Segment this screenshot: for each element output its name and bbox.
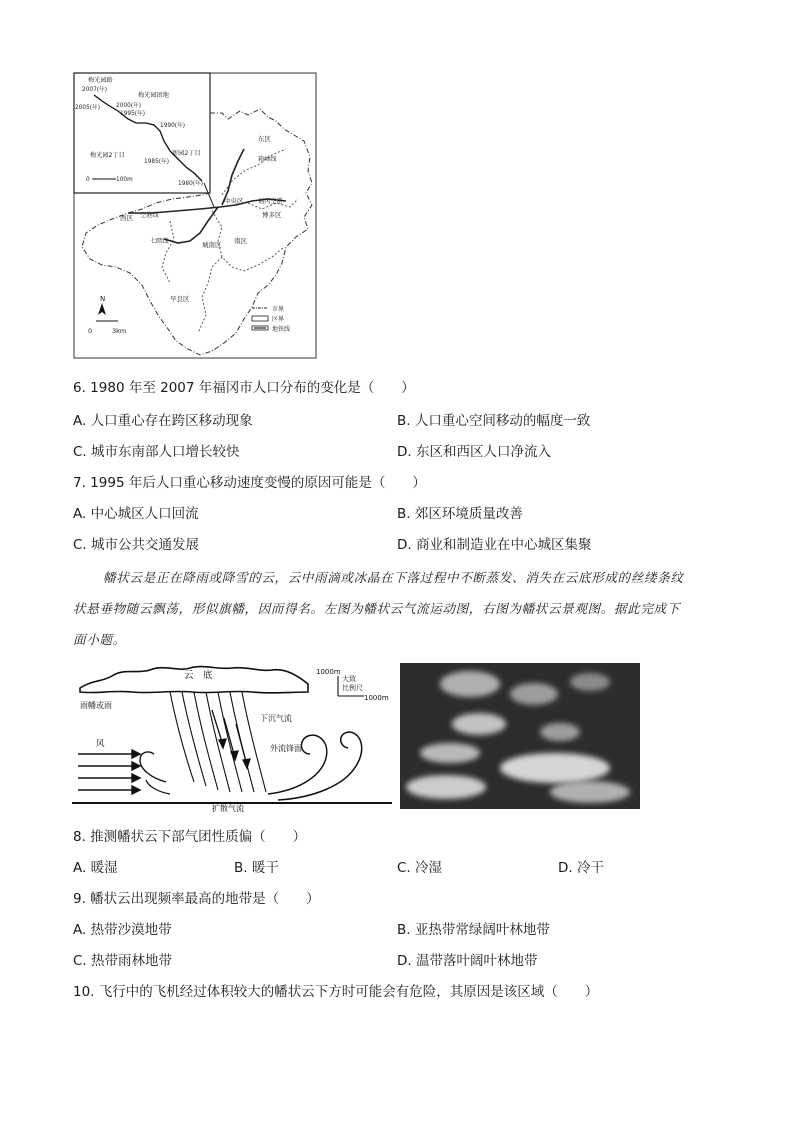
- q8-option-a[interactable]: A. 暖湿: [73, 860, 118, 876]
- scale-right-label: 1000m: [364, 694, 389, 702]
- virga-airflow-diagram: [72, 662, 392, 812]
- scale-title-2: 比例尺: [342, 684, 363, 692]
- ward-boundary-south: [212, 211, 284, 271]
- q6-stem: 6. 1980 年至 2007 年福冈市人口分布的变化是（ ）: [73, 380, 415, 396]
- inset-label-1980: 1980(年): [178, 181, 204, 187]
- q9-option-c[interactable]: C. 热带雨林地带: [73, 953, 173, 969]
- inset-label-1995: 1995(年): [120, 111, 146, 117]
- ward-boundary-sawara: [198, 257, 222, 333]
- line-label-airport: 空港线: [140, 212, 159, 219]
- label-rain-or-snow: 雨幡或雨: [80, 701, 112, 710]
- passage-line-3: 面小题。: [73, 632, 126, 647]
- inset-label-complex: 梅光园团地: [138, 92, 169, 99]
- map-scale-label: 3km: [112, 327, 127, 335]
- scale-top-label: 1000m: [316, 668, 341, 676]
- q6-option-a[interactable]: A. 人口重心存在跨区移动现象: [73, 413, 253, 429]
- line-label-hakozaki: 箱崎线: [258, 156, 277, 163]
- airport-label: 福冈空港: [258, 198, 283, 205]
- backflow-curl-small: [146, 780, 170, 794]
- legend-ward: 区界: [272, 316, 285, 323]
- district-south: 南区: [234, 237, 247, 245]
- legend-subway: 地铁线: [272, 326, 291, 333]
- scale-title-1: 大致: [342, 675, 356, 683]
- virga-diagram-svg: [72, 662, 392, 812]
- q8-option-c[interactable]: C. 冷湿: [397, 860, 443, 876]
- district-jonan: 城南区: [202, 241, 222, 249]
- q9-stem: 9. 幡状云出现频率最高的地带是（ ）: [73, 891, 320, 907]
- downdraft-arrows: [212, 710, 250, 768]
- legend-city: 市界: [272, 306, 285, 313]
- ward-boundary-west: [162, 221, 174, 283]
- inset-label-2007: 2007(年): [82, 87, 108, 93]
- q10-stem: 10. 飞行中的飞机经过体积较大的幡状云下方时可能会有危险，其原因是该区域（ ）: [73, 984, 599, 1000]
- q7-option-b[interactable]: B. 郊区环境质量改善: [397, 506, 523, 522]
- inset-scale-label: 100m: [116, 177, 133, 183]
- inset-scale-zero: 0: [86, 177, 90, 183]
- inset-label-1985: 1985(年): [144, 159, 170, 165]
- fukuoka-map: [72, 71, 318, 361]
- inset-label-2005: 2005(年): [75, 105, 101, 111]
- label-cloud-base: 云 底: [184, 670, 213, 681]
- district-central: 中央区: [224, 197, 244, 205]
- fukuoka-map-figure: [72, 71, 318, 361]
- district-east: 东区: [258, 135, 271, 143]
- wind-arrows: [78, 750, 140, 794]
- q9-option-a[interactable]: A. 热带沙漠地带: [73, 922, 172, 938]
- label-downdraft: 下沉气流: [260, 714, 292, 723]
- inset-label-ding: 梅光园2丁目: [90, 152, 125, 159]
- q9-option-b[interactable]: B. 亚热带常绿阔叶林地带: [397, 922, 550, 938]
- inset-label-xinyuan: 新园2丁目: [172, 150, 201, 157]
- q7-option-c[interactable]: C. 城市公共交通发展: [73, 537, 200, 553]
- q6-option-b[interactable]: B. 人口重心空间移动的幅度一致: [397, 413, 591, 429]
- q8-option-d[interactable]: D. 冷干: [558, 860, 604, 876]
- q8-stem: 8. 推测幡状云下部气团性质偏（ ）: [73, 829, 307, 845]
- passage-line-2: 状悬垂物随云飘荡，形似旗幡，因而得名。左图为幡状云气流运动图，右图为幡状云景观图。据此完成下: [73, 601, 680, 616]
- label-outflow-front: 外流锋面: [270, 744, 302, 753]
- district-hakata: 博多区: [262, 211, 282, 219]
- backflow-curl: [140, 752, 166, 782]
- q6-option-d[interactable]: D. 东区和西区人口净流入: [397, 444, 551, 460]
- inset-label-1990: 1990(年): [160, 123, 186, 129]
- map-legend: [252, 305, 290, 333]
- label-wind: 风: [96, 739, 105, 749]
- q7-option-d[interactable]: D. 商业和制造业在中心城区集聚: [397, 537, 592, 553]
- virga-passage: [73, 562, 723, 655]
- line-label-nanakuma: 七隈线: [150, 238, 169, 245]
- north-arrow-icon: [98, 303, 106, 315]
- label-diverging-flow: 扩散气流: [212, 804, 244, 812]
- inset-label-plaza: 梅光园路: [88, 77, 113, 84]
- q7-option-a[interactable]: A. 中心城区人口回流: [73, 506, 199, 522]
- passage-line-1: 幡状云是正在降雨或降雪的云，云中雨滴或冰晶在下落过程中不断蒸发、消失在云底形成的丝缕条纹: [103, 570, 684, 585]
- district-west: 西区: [120, 214, 133, 222]
- virga-photo: [400, 663, 640, 809]
- q6-option-c[interactable]: C. 城市东南部人口增长较快: [73, 444, 240, 460]
- virga-streaks: [170, 692, 266, 792]
- district-sawara: 早良区: [170, 295, 190, 303]
- map-scale-zero: 0: [88, 327, 93, 335]
- north-label: N: [100, 295, 106, 303]
- inset-label-2000: 2000(年): [116, 103, 142, 109]
- q9-option-d[interactable]: D. 温带落叶阔叶林地带: [397, 953, 538, 969]
- subway-nanakuma-line: [164, 207, 218, 243]
- q8-option-b[interactable]: B. 暖干: [234, 860, 279, 876]
- diagram-scale: [316, 668, 389, 702]
- q7-stem: 7. 1995 年后人口重心移动速度变慢的原因可能是（ ）: [73, 475, 426, 491]
